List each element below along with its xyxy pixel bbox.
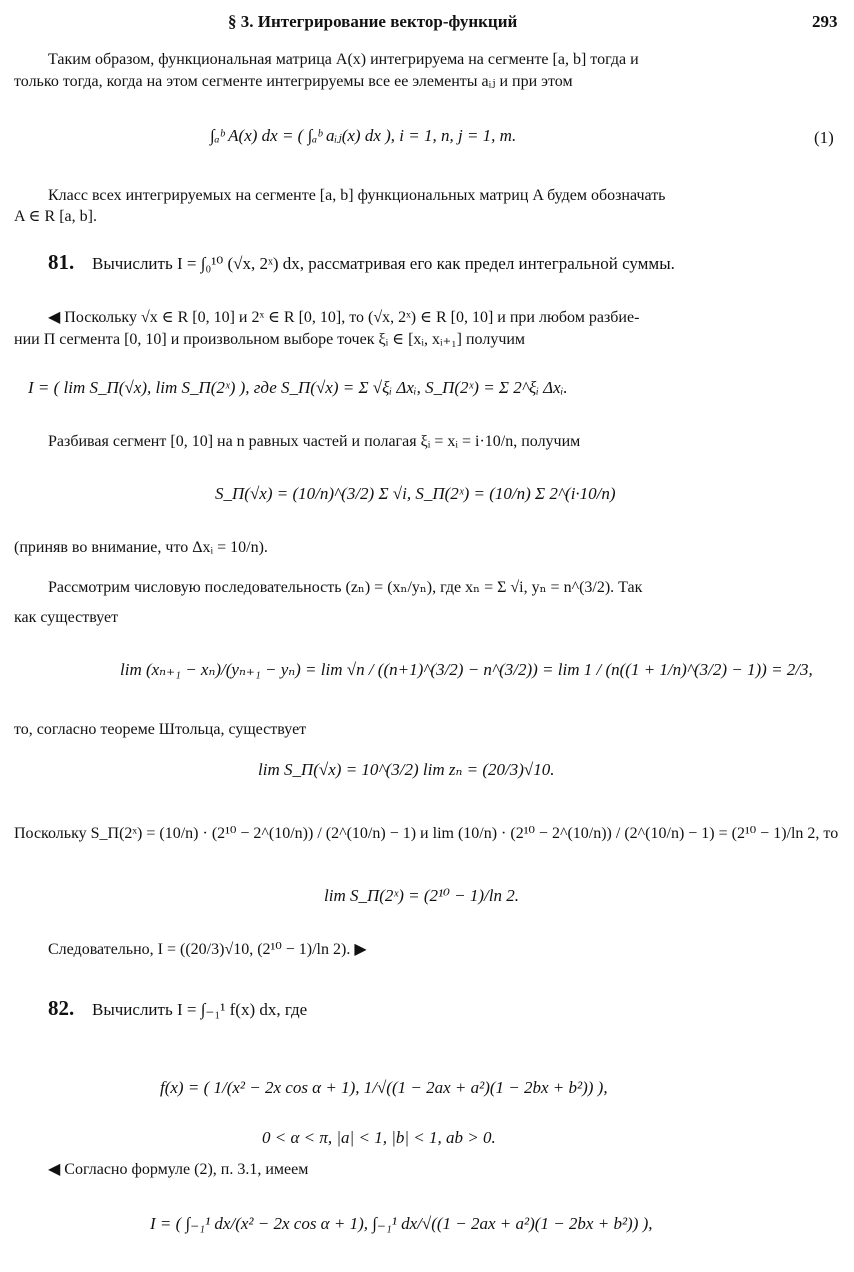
paragraph-line: Таким образом, функциональная матрица A(x) интегрируема на сегменте [a, b] тогда и [48, 51, 639, 68]
paragraph-line: A ∈ R [a, b]. [14, 208, 97, 225]
solution-line: Разбивая сегмент [0, 10] на n равных частей и полагая ξᵢ = xᵢ = i·10/n, получим [48, 433, 581, 450]
solution-line: (приняв во внимание, что Δxᵢ = 10/n). [14, 539, 268, 556]
solution-line: ◀ Поскольку √x ∈ R [0, 10] и 2ˣ ∈ R [0, 10], то (√x, 2ˣ) ∈ R [0, 10] и при любом разбие- [48, 309, 640, 326]
problem-number: 82. [48, 996, 75, 1020]
solution-line: то, согласно теореме Штольца, существует [14, 721, 307, 738]
equation-7: f(x) = ( 1/(x² − 2x cos α + 1), 1/√((1 − 2ax + a²)(1 − 2bx + b²)) ), [160, 1078, 608, 1097]
equation-4: lim (xₙ₊₁ − xₙ)/(yₙ₊₁ − yₙ) = lim √n / ((n+1)^(3/2) − n^(3/2)) = lim 1 / (n((1 + 1/n)^(3/2) − 1)) = 2/3, [120, 660, 813, 679]
equation-2: I = ( lim S_Π(√x), lim S_Π(2ˣ) ), где S_Π(√x) = Σ √ξᵢ Δxᵢ, S_Π(2ˣ) = Σ 2^ξᵢ Δxᵢ. [28, 378, 568, 397]
solution-line: Следовательно, I = ((20/3)√10, (2¹⁰ − 1)/ln 2). ▶ [48, 941, 367, 958]
solution-line: Рассмотрим числовую последовательность (zₙ) = (xₙ/yₙ), где xₙ = Σ √i, yₙ = n^(3/2). Так [48, 579, 643, 596]
equation-number: (1) [814, 128, 834, 147]
problem-statement: Вычислить I = ∫₀¹⁰ (√x, 2ˣ) dx, рассматривая его как предел интегральной суммы. [92, 254, 675, 273]
equation-5: lim S_Π(√x) = 10^(3/2) lim zₙ = (20/3)√10. [258, 760, 555, 779]
problem-statement: Вычислить I = ∫₋₁¹ f(x) dx, где [92, 1000, 308, 1019]
paragraph-line: только тогда, когда на этом сегменте интегрируемы все ее элементы aᵢⱼ и при этом [14, 73, 573, 90]
equation-3: S_Π(√x) = (10/n)^(3/2) Σ √i, S_Π(2ˣ) = (10/n) Σ 2^(i·10/n) [215, 484, 616, 503]
page-number: 293 [812, 12, 838, 31]
paragraph-line: Класс всех интегрируемых на сегменте [a, b] функциональных матриц A будем обозначать [48, 187, 666, 204]
solution-line: ◀ Согласно формуле (2), п. 3.1, имеем [48, 1161, 309, 1178]
equation-6: lim S_Π(2ˣ) = (2¹⁰ − 1)/ln 2. [324, 886, 519, 905]
problem-number: 81. [48, 250, 75, 274]
equation-8: I = ( ∫₋₁¹ dx/(x² − 2x cos α + 1), ∫₋₁¹ dx/√((1 − 2ax + a²)(1 − 2bx + b²)) ), [150, 1214, 653, 1233]
solution-line: Поскольку S_Π(2ˣ) = (10/n) · (2¹⁰ − 2^(10/n)) / (2^(10/n) − 1) и lim (10/n) · (2¹⁰ − 2^(10/n)) / (2^(10/n) − 1) = (2¹⁰ − 1)/ln 2, то [14, 825, 839, 842]
equation-1: ∫ₐᵇ A(x) dx = ( ∫ₐᵇ aᵢⱼ(x) dx ), i = 1, n, j = 1, m. [210, 126, 517, 145]
equation-7-conditions: 0 < α < π, |a| < 1, |b| < 1, ab > 0. [262, 1128, 496, 1147]
running-title: § 3. Интегрирование вектор-функций [228, 12, 518, 31]
solution-line: нии Π сегмента [0, 10] и произвольном выборе точек ξᵢ ∈ [xᵢ, xᵢ₊₁] получим [14, 331, 526, 348]
solution-line: как существует [14, 609, 119, 626]
